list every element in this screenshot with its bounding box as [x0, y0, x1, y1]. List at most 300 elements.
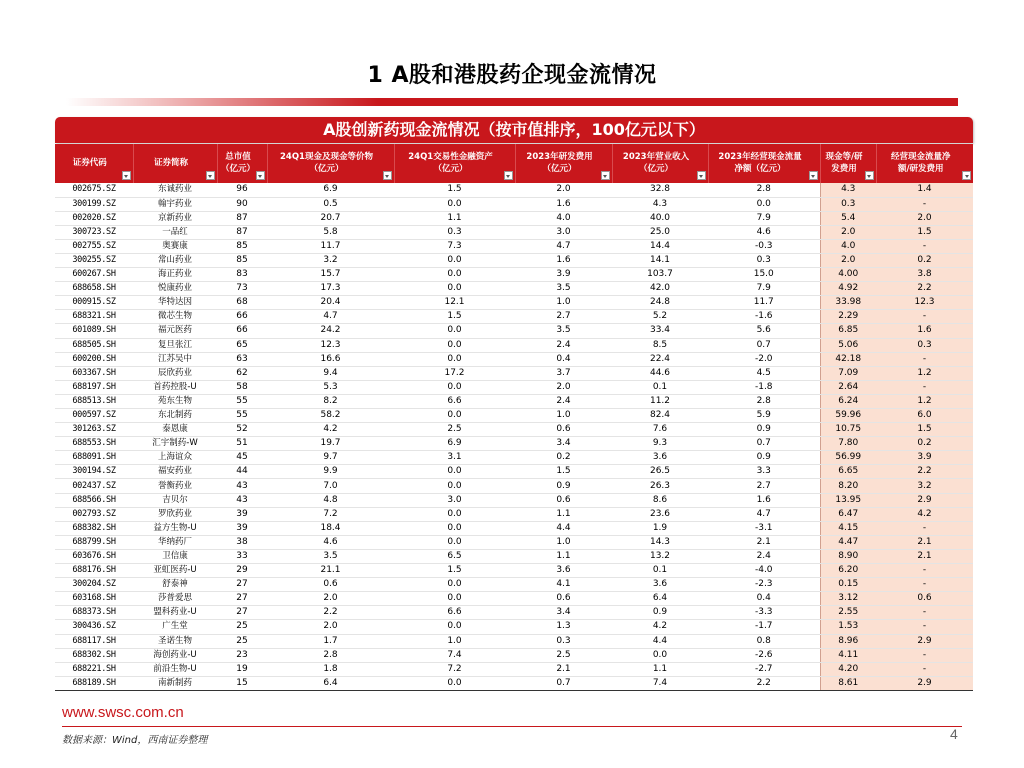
table-cell: 6.6: [394, 394, 515, 408]
table-cell: 1.0: [394, 634, 515, 648]
table-cell: 27: [217, 592, 267, 606]
table-cell: 华特达因: [133, 296, 217, 310]
table-cell: 8.2: [267, 394, 394, 408]
table-row: [55, 634, 973, 648]
table-cell: 3.5: [267, 549, 394, 563]
table-row: [55, 592, 973, 606]
table-cell: 7.09: [820, 366, 876, 380]
table-cell: 4.11: [820, 648, 876, 662]
column-header-2: [217, 144, 267, 183]
table-row: [55, 239, 973, 253]
table-cell: 1.53: [820, 620, 876, 634]
table-cell: 0.1: [612, 564, 708, 578]
table-cell: 0.5: [267, 197, 394, 211]
table-cell: 002793.SZ: [55, 507, 133, 521]
table-cell: 20.7: [267, 211, 394, 225]
table-cell: -1.7: [708, 620, 820, 634]
table-cell: 1.5: [515, 465, 612, 479]
table-cell: 3.5: [515, 324, 612, 338]
table-cell: 688117.SH: [55, 634, 133, 648]
table-cell: 16.6: [267, 352, 394, 366]
table-cell: 688221.SH: [55, 662, 133, 676]
table-cell: 8.61: [820, 676, 876, 690]
table-cell: 2.0: [515, 380, 612, 394]
table-cell: 0.9: [612, 606, 708, 620]
table-cell: 0.0: [394, 535, 515, 549]
table-cell: 0.1: [612, 380, 708, 394]
table-cell: 90: [217, 197, 267, 211]
table-row: [55, 662, 973, 676]
table-cell: 5.6: [708, 324, 820, 338]
filter-dropdown-icon[interactable]: [962, 171, 971, 180]
table-cell: -: [876, 564, 973, 578]
table-cell: 5.2: [612, 310, 708, 324]
table-cell: 6.9: [267, 183, 394, 197]
table-cell: 2.0: [820, 225, 876, 239]
table-cell: 盟科药业-U: [133, 606, 217, 620]
table-cell: 43: [217, 479, 267, 493]
table-cell: 7.2: [394, 662, 515, 676]
table-cell: -1.6: [708, 310, 820, 324]
table-row: [55, 676, 973, 690]
table-cell: 27: [217, 578, 267, 592]
table-cell: 4.92: [820, 282, 876, 296]
table-cell: 莎普爱思: [133, 592, 217, 606]
table-cell: 87: [217, 225, 267, 239]
table-cell: 10.75: [820, 423, 876, 437]
column-header-label: 经营现金流量净 额/研发费用: [890, 152, 951, 174]
table-cell: 1.5: [394, 310, 515, 324]
table-cell: 4.3: [820, 183, 876, 197]
column-header-6: [612, 144, 708, 183]
page-title: 1 A股和港股药企现金流情况: [367, 63, 657, 88]
table-cell: 42.18: [820, 352, 876, 366]
table-cell: 600267.SH: [55, 268, 133, 282]
table-cell: 12.3: [876, 296, 973, 310]
table-cell: 59.96: [820, 409, 876, 423]
table-cell: 1.0: [515, 296, 612, 310]
column-header-7: [708, 144, 820, 183]
table-row: [55, 578, 973, 592]
filter-dropdown-icon[interactable]: [601, 171, 610, 180]
table-cell: 300199.SZ: [55, 197, 133, 211]
table-cell: 26.3: [612, 479, 708, 493]
table-cell: 2.9: [876, 634, 973, 648]
column-header-label: 现金等/研 发费用: [825, 152, 863, 174]
table-cell: 33.4: [612, 324, 708, 338]
table-cell: 2.0: [267, 620, 394, 634]
table-cell: 15.7: [267, 268, 394, 282]
table-cell: 7.9: [708, 211, 820, 225]
table-cell: 17.2: [394, 366, 515, 380]
column-header-label: 24Q1交易性金融资产 （亿元）: [408, 152, 493, 174]
table-cell: 23: [217, 648, 267, 662]
table-cell: 7.80: [820, 437, 876, 451]
table-cell: 1.9: [612, 521, 708, 535]
table-cell: 亚虹医药-U: [133, 564, 217, 578]
table-cell: 85: [217, 253, 267, 267]
table-cell: 9.7: [267, 451, 394, 465]
table-cell: 73: [217, 282, 267, 296]
table-cell: 87: [217, 211, 267, 225]
table-cell: 舒泰神: [133, 578, 217, 592]
table-row: [55, 366, 973, 380]
table-cell: 2.55: [820, 606, 876, 620]
table-cell: 8.6: [612, 493, 708, 507]
table-cell: 海创药业-U: [133, 648, 217, 662]
table-cell: 3.6: [515, 564, 612, 578]
filter-dropdown-icon[interactable]: [809, 171, 818, 180]
table-cell: 3.7: [515, 366, 612, 380]
table-cell: 25: [217, 634, 267, 648]
table-cell: 上海谊众: [133, 451, 217, 465]
table-cell: 688189.SH: [55, 676, 133, 690]
table-cell: 300436.SZ: [55, 620, 133, 634]
filter-dropdown-icon[interactable]: [697, 171, 706, 180]
table-cell: 4.47: [820, 535, 876, 549]
table-cell: 4.00: [820, 268, 876, 282]
table-cell: 6.4: [267, 676, 394, 690]
table-cell: 83: [217, 268, 267, 282]
table-cell: 14.3: [612, 535, 708, 549]
table-cell: -2.3: [708, 578, 820, 592]
table-cell: 2.8: [267, 648, 394, 662]
table-cell: 24.8: [612, 296, 708, 310]
table-cell: 誉衡药业: [133, 479, 217, 493]
table-cell: 辰欣药业: [133, 366, 217, 380]
table-cell: 0.0: [394, 338, 515, 352]
table-row: [55, 465, 973, 479]
footer-divider: [62, 726, 962, 727]
table-cell: 15.0: [708, 268, 820, 282]
table-cell: 2.7: [708, 479, 820, 493]
table-cell: 0.2: [876, 253, 973, 267]
filter-dropdown-icon[interactable]: [865, 171, 874, 180]
table-cell: 103.7: [612, 268, 708, 282]
column-header-label: 2023年营业收入 （亿元）: [622, 152, 690, 174]
table-cell: 6.85: [820, 324, 876, 338]
table-cell: 19.7: [267, 437, 394, 451]
table-row: [55, 352, 973, 366]
table-cell: 1.4: [876, 183, 973, 197]
page-number: 4: [950, 726, 958, 742]
table-cell: 4.6: [267, 535, 394, 549]
table-cell: 0.6: [515, 592, 612, 606]
table-cell: 常山药业: [133, 253, 217, 267]
table-cell: 益方生物-U: [133, 521, 217, 535]
table-cell: 688373.SH: [55, 606, 133, 620]
table-cell: 33: [217, 549, 267, 563]
table-row: [55, 549, 973, 563]
table-cell: 0.7: [708, 338, 820, 352]
table-cell: 2.4: [515, 338, 612, 352]
table-cell: 1.8: [267, 662, 394, 676]
table-cell: 一品红: [133, 225, 217, 239]
table-cell: 3.0: [515, 225, 612, 239]
table-cell: -3.1: [708, 521, 820, 535]
filter-dropdown-icon[interactable]: [504, 171, 513, 180]
column-header-label: 2023年经营现金流量 净额（亿元）: [718, 152, 802, 174]
table-cell: 0.0: [394, 592, 515, 606]
table-cell: 0.8: [708, 634, 820, 648]
table-cell: 2.0: [876, 211, 973, 225]
table-row: [55, 211, 973, 225]
filter-dropdown-icon[interactable]: [206, 171, 215, 180]
table-cell: 0.0: [394, 479, 515, 493]
table-cell: -: [876, 521, 973, 535]
table-cell: 0.0: [394, 197, 515, 211]
table-cell: 2.29: [820, 310, 876, 324]
table-row: [55, 437, 973, 451]
table-row: [55, 253, 973, 267]
table-cell: -: [876, 578, 973, 592]
table-row: [55, 423, 973, 437]
table-cell: 4.1: [515, 578, 612, 592]
table-cell: 0.0: [708, 197, 820, 211]
table-cell: -: [876, 648, 973, 662]
table-cell: 1.6: [876, 324, 973, 338]
table-cell: 4.4: [515, 521, 612, 535]
table-row: [55, 394, 973, 408]
column-header-8: [820, 144, 876, 183]
table-cell: 38: [217, 535, 267, 549]
table-cell: 0.2: [876, 437, 973, 451]
table-cell: 82.4: [612, 409, 708, 423]
table-body: [55, 183, 973, 690]
table-cell: 3.9: [876, 451, 973, 465]
table-cell: 000597.SZ: [55, 409, 133, 423]
table-cell: -: [876, 197, 973, 211]
table-cell: 0.3: [876, 338, 973, 352]
table-cell: -2.7: [708, 662, 820, 676]
table-row: [55, 183, 973, 197]
table-cell: 7.9: [708, 282, 820, 296]
table-cell: 复旦张江: [133, 338, 217, 352]
table-cell: 广生堂: [133, 620, 217, 634]
table-cell: 688091.SH: [55, 451, 133, 465]
table-cell: 7.3: [394, 239, 515, 253]
table-cell: 1.6: [515, 253, 612, 267]
table-cell: 18.4: [267, 521, 394, 535]
table-cell: 3.4: [515, 437, 612, 451]
table-row: [55, 521, 973, 535]
table-cell: 4.4: [612, 634, 708, 648]
table-cell: 25.0: [612, 225, 708, 239]
table-cell: -: [876, 352, 973, 366]
table-cell: 688382.SH: [55, 521, 133, 535]
title-divider: [66, 98, 958, 106]
table-cell: 000915.SZ: [55, 296, 133, 310]
table-cell: 13.2: [612, 549, 708, 563]
table-cell: 688799.SH: [55, 535, 133, 549]
table-row: [55, 409, 973, 423]
table-cell: 7.4: [612, 676, 708, 690]
table-cell: 3.4: [515, 606, 612, 620]
table-cell: 6.0: [876, 409, 973, 423]
table-cell: 6.9: [394, 437, 515, 451]
table-cell: 688197.SH: [55, 380, 133, 394]
table-cell: 0.7: [515, 676, 612, 690]
table-cell: 0.0: [394, 324, 515, 338]
table-row: [55, 324, 973, 338]
table-cell: 4.7: [708, 507, 820, 521]
table-cell: -: [876, 662, 973, 676]
table-cell: 3.12: [820, 592, 876, 606]
table-cell: 4.2: [612, 620, 708, 634]
table-row: [55, 493, 973, 507]
table-cell: 1.7: [267, 634, 394, 648]
filter-dropdown-icon[interactable]: [383, 171, 392, 180]
table-cell: 1.1: [612, 662, 708, 676]
table-cell: 2.5: [515, 648, 612, 662]
table-cell: 8.5: [612, 338, 708, 352]
table-cell: 0.0: [612, 648, 708, 662]
table-cell: 8.90: [820, 549, 876, 563]
footer-url[interactable]: www.swsc.com.cn: [62, 704, 184, 721]
table-cell: 福元医药: [133, 324, 217, 338]
table-cell: 微芯生物: [133, 310, 217, 324]
table-cell: 11.2: [612, 394, 708, 408]
table-cell: 2.7: [515, 310, 612, 324]
table-cell: 33.98: [820, 296, 876, 310]
table-cell: 002437.SZ: [55, 479, 133, 493]
table-cell: 0.4: [515, 352, 612, 366]
table-cell: 62: [217, 366, 267, 380]
table-cell: 0.0: [394, 620, 515, 634]
table-cell: 688176.SH: [55, 564, 133, 578]
table-cell: 22.4: [612, 352, 708, 366]
table-cell: 3.3: [708, 465, 820, 479]
table-cell: 7.2: [267, 507, 394, 521]
table-cell: 3.1: [394, 451, 515, 465]
table-cell: 32.8: [612, 183, 708, 197]
table-cell: 汇宇制药-W: [133, 437, 217, 451]
table-cell: 58: [217, 380, 267, 394]
table-cell: 2.0: [820, 253, 876, 267]
table-cell: 25: [217, 620, 267, 634]
table-cell: 2.2: [267, 606, 394, 620]
table-cell: 翰宇药业: [133, 197, 217, 211]
table-cell: 6.65: [820, 465, 876, 479]
table-cell: 300204.SZ: [55, 578, 133, 592]
table-cell: 4.3: [612, 197, 708, 211]
table-cell: 2.9: [876, 676, 973, 690]
table-row: [55, 310, 973, 324]
table-cell: 9.4: [267, 366, 394, 380]
table-cell: 1.2: [876, 366, 973, 380]
table-cell: 603168.SH: [55, 592, 133, 606]
table-cell: 7.4: [394, 648, 515, 662]
table-cell: 39: [217, 507, 267, 521]
table-cell: 688302.SH: [55, 648, 133, 662]
table-cell: 南新制药: [133, 676, 217, 690]
table-cell: 苑东生物: [133, 394, 217, 408]
table-cell: 3.8: [876, 268, 973, 282]
table-cell: 66: [217, 310, 267, 324]
table-cell: 4.8: [267, 493, 394, 507]
table-cell: 3.0: [394, 493, 515, 507]
table-cell: 0.9: [515, 479, 612, 493]
table-cell: 42.0: [612, 282, 708, 296]
table-cell: 2.0: [515, 183, 612, 197]
table-cell: 55: [217, 394, 267, 408]
table-cell: 56.99: [820, 451, 876, 465]
table-cell: 6.24: [820, 394, 876, 408]
filter-dropdown-icon[interactable]: [256, 171, 265, 180]
table-cell: 002755.SZ: [55, 239, 133, 253]
table-cell: 58.2: [267, 409, 394, 423]
table-cell: 2.1: [708, 535, 820, 549]
table-cell: 4.0: [820, 239, 876, 253]
table-cell: 1.5: [394, 183, 515, 197]
column-header-5: [515, 144, 612, 183]
table-cell: 0.0: [394, 409, 515, 423]
table-cell: 0.6: [876, 592, 973, 606]
table-cell: 0.2: [515, 451, 612, 465]
table-cell: 4.7: [515, 239, 612, 253]
table-row: [55, 282, 973, 296]
table-cell: 51: [217, 437, 267, 451]
table-cell: 6.4: [612, 592, 708, 606]
table-cell: 12.3: [267, 338, 394, 352]
table-cell: 2.4: [515, 394, 612, 408]
table-cell: 1.2: [876, 394, 973, 408]
table-cell: 6.20: [820, 564, 876, 578]
table-cell: -2.0: [708, 352, 820, 366]
table-cell: 2.2: [708, 676, 820, 690]
table-cell: 0.0: [394, 578, 515, 592]
table-row: [55, 620, 973, 634]
table-cell: 2.2: [876, 282, 973, 296]
table-cell: 17.3: [267, 282, 394, 296]
table-cell: 52: [217, 423, 267, 437]
filter-dropdown-icon[interactable]: [122, 171, 131, 180]
table-cell: 3.6: [612, 578, 708, 592]
table-cell: 601089.SH: [55, 324, 133, 338]
table-cell: 0.7: [708, 437, 820, 451]
table-row: [55, 507, 973, 521]
table-cell: 300194.SZ: [55, 465, 133, 479]
table-cell: 0.0: [394, 268, 515, 282]
table-cell: 1.0: [515, 409, 612, 423]
table-cell: 1.5: [876, 225, 973, 239]
table-cell: 11.7: [267, 239, 394, 253]
table-cell: 3.2: [267, 253, 394, 267]
table-cell: 0.3: [708, 253, 820, 267]
table-cell: -0.3: [708, 239, 820, 253]
table-cell: 23.6: [612, 507, 708, 521]
table-cell: 2.9: [876, 493, 973, 507]
table-row: [55, 606, 973, 620]
table-cell: 7.6: [612, 423, 708, 437]
table-cell: 2.0: [267, 592, 394, 606]
table-cell: 7.0: [267, 479, 394, 493]
table-cell: 悦康药业: [133, 282, 217, 296]
table-cell: 0.0: [394, 282, 515, 296]
table-cell: 0.6: [515, 423, 612, 437]
table-cell: 海正药业: [133, 268, 217, 282]
table-cell: 0.9: [708, 451, 820, 465]
table-cell: 603676.SH: [55, 549, 133, 563]
table-cell: 京新药业: [133, 211, 217, 225]
table-cell: 603367.SH: [55, 366, 133, 380]
table-cell: 0.3: [394, 225, 515, 239]
column-header-9: [876, 144, 973, 183]
table-cell: 688566.SH: [55, 493, 133, 507]
table-cell: 9.9: [267, 465, 394, 479]
table-cell: 0.6: [267, 578, 394, 592]
table-cell: 4.15: [820, 521, 876, 535]
